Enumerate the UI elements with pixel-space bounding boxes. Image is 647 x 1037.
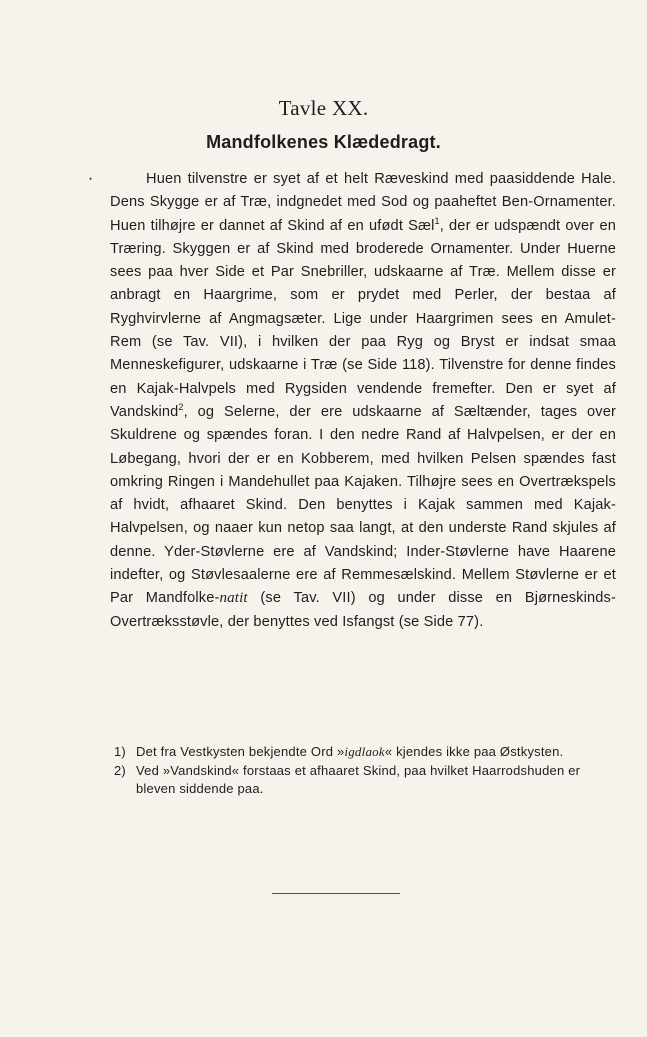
- section-title: Mandfolkenes Klædedragt.: [206, 132, 441, 152]
- section-divider: [272, 893, 400, 894]
- body-paragraph: [110, 168, 616, 634]
- footnote-2: [112, 762, 616, 799]
- footnote-text: Ved »Vandskind« forstaas et afhaaret Skind, paa hvilket Haarrodshuden er bleven siddende paa.: [136, 762, 581, 796]
- body-text-part-3: , og Selerne, der ere udskaarne af Sæltænder, tages over Skuldrene og spændes foran. I den nedre Rand af Halvpelsen, er der en Løbegang, hvori der er en Kobberem, med hvilken Pelsen spændes fast omkring Ringen i Mandehullet paa Kajaken. Tilhøjre sees en Overtrækspels af hvidt, afhaaret Skind. Den benyttes i Kajak sammen med Kajak-Halvpelsen, og naaer kun netop saa langt, at den underste Rand skjules af denne. Yder-Støvlerne ere af Vandskind; Inder-Støvlerne have Haarene indefter, og Støvlesaalerne ere af Remmesælskind. Mellem Støvlerne er et Par Mandfolke-: [110, 403, 616, 607]
- margin-mark: •: [89, 174, 93, 184]
- body-text-part-1: Huen tilvenstre er syet af et helt Ræveskind med paasiddende Hale. Dens Skygge er af Træ, indgnedet med Sod og paaheftet Ben-Ornamenter. Huen tilhøjre er dannet af Skind af en ufødt Sæl: [110, 171, 616, 234]
- footnote-ref-2[interactable]: 2: [178, 401, 184, 412]
- body-text-part-4: (se Tav. VII) og under disse en Bjørneskinds-Overtræksstøvle, der benyttes ved Isfangst (se Side 77).: [110, 590, 616, 630]
- footnote-mark: 1): [114, 744, 126, 759]
- footnote-mark: 2): [114, 762, 126, 778]
- footnote-italic-word: igdlaok: [344, 744, 385, 759]
- footnote-1: [112, 743, 616, 762]
- plate-title: Tavle XX.: [278, 96, 369, 120]
- footnote-text: Det fra Vestkysten bekjendte Ord »: [136, 744, 345, 759]
- footnote-ref-1[interactable]: 1: [434, 215, 440, 226]
- body-italic-term: natit: [219, 590, 248, 607]
- footnote-text-end: « kjendes ikke paa Østkysten.: [384, 744, 564, 759]
- body-text-part-2: , der er udspændt over en Træring. Skyggen er af Skind med broderede Ornamenter. Under Huerne sees paa hver Side et Par Snebriller, udskaarne af Træ. Mellem disse er anbragt en Haargrime, som er prydet med Perler, der bestaa af Ryghvirvlerne af Angmagsæter. Lige under Haargrimen sees en Amulet-Rem (se Tav. VII), i hvilken der paa Ryg og Bryst er indsat smaa Menneskefigurer, udskaarne i Træ (se Side 118). Tilvenstre for denne findes en Kajak-Halvpels med Rygsiden vendende fremefter. Den er syet af Vandskind: [110, 217, 616, 420]
- footnotes: [112, 743, 616, 799]
